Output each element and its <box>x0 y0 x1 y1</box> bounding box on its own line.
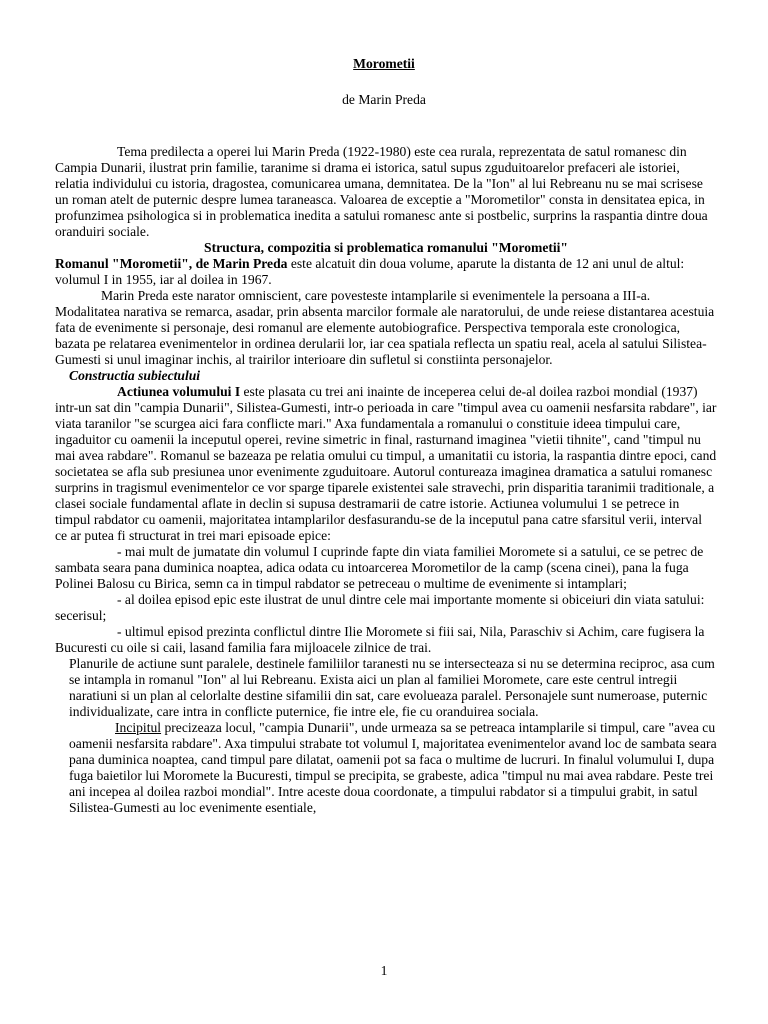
list-item-episode-2: - al doilea episod epic este ilustrat de unul dintre cele mai importante momente si obiceiuri din viata satului: secerisul; <box>55 592 705 623</box>
paragraph-plans: Planurile de actiune sunt paralele, destinele familiilor taranesti nu se intersecteaza si nu se determina reciproc, asa cum se intampla in romanul "Ion" al lui Rebreanu. Exista aici un plan al familiei Moromete, care este centrul intregii naratiuni si un plan al celorlalte destine sifamilii din sat, care evolueaza paralel. Personajele sunt numeroase, puternic individualizate, care intra in conflicte puternice, fie intre ele, fie cu oranduirea sociala. <box>69 656 715 719</box>
document-title: Morometii <box>353 56 415 71</box>
paragraph-volumes <box>55 256 717 288</box>
paragraph-incipit <box>55 720 717 816</box>
document-body <box>55 144 717 816</box>
paragraph-volume-one <box>55 384 717 544</box>
paragraph-intro: Tema predilecta a operei lui Marin Preda (1922-1980) este cea rurala, reprezentata de satul romanesc din Campia Dunarii, ilustrat prin familie, taranime si drama ei istorica, satul supus zguduitoarelor prefaceri ale istoriei, relatia individului cu istoria, dragostea, comunicarea umana, demnitatea. De la "Ion" al lui Rebreanu nu se mai scrisese un roman atelt de puternic despre lumea taraneasca. Valoarea de exceptie a "Morometilor" consta in densitatea epica, in profunzimea psihologica si in problematica inedita a satului romanesc ante si postbelic, surprins la raspantia dintre doua oranduiri sociale. <box>55 144 708 239</box>
section-heading-structure: Structura, compozitia si problematica romanului "Morometii" <box>204 240 568 255</box>
bold-lead: Romanul "Morometii", de Marin Preda <box>55 256 288 271</box>
underlined-term: Incipitul <box>115 720 162 735</box>
paragraph-narrator: Marin Preda este narator omniscient, care povesteste intamplarile si evenimentele la persoana a III-a. Modalitatea narativa se remarca, asadar, prin absenta marcilor formale ale naratorului, de unde reiese distantarea acestuia fata de evenimente si personaje, desi romanul are elemente autobiografice. Perspectiva temporala este cronologica, bazata pe relatarea evenimentelor in ordinea derularii lor, iar cea spatiala reflecta un spatiu real, acela al satului Silistea-Gumesti si unul imaginar inchis, al trairilor interioare din sufletul si constiinta personajelor. <box>55 288 715 367</box>
list-item-episode-3: - ultimul episod prezinta conflictul dintre Ilie Moromete si fiii sai, Nila, Paraschiv si Achim, care fugisera la Bucuresti cu oile si caii, lasand familia fara mijloacele zilnice de trai. <box>55 624 705 655</box>
list-item-episode-1: - mai mult de jumatate din volumul I cuprinde fapte din viata familiei Moromete si a satului, ce se petrec de sambata seara pana duminica noaptea, adica odata cu intoarcerea Morometilor de la camp (scena cinei), pana la fuga Polinei Balosu cu Birica, semn ca in timpul rabdator se petreceau o multime de evenimente si intamplari; <box>55 544 704 591</box>
paragraph-text: este plasata cu trei ani inainte de inceperea celui de-al doilea razboi mondial (1937) intr-un sat din "campia Dunarii", Silistea-Gumesti, intr-o perioada in care "timpul avea cu oamenii nesfarsita rabdare", iar viata taranilor "se scurgea aici fara conflicte mari." Axa fundamentala a romanului o constituie ideea timpului care, ingaduitor cu oamenii la inceputul operei, revine simetric in final, rasturnand imaginea "vietii tihnite", cand "timpul nu mai avea rabdare". Romanul se bazeaza pe relatia omului cu timpul, a umanitatii cu istoria, la raspantia dintre epoci, cand societatea se afla sub presiunea unor evenimente zguduitoare. Autorul contureaza imaginea dramatica a satului romanesc surprins in tragismul evenimentelor ce vor sparge tiparele existentei sale stravechi, prin disparitia taranimii traditionale, a clasei sociale fundamental aflate in declin si supusa destramarii de catre istorie. Actiunea volumului 1 se petrece in timpul rabdator cu oamenii, majoritatea intamplarilor desfasurandu-se de la inceputul pana catre sfarsitul verii, interval ce ar putea fi structurat in trei mari episoade epice: <box>55 384 717 543</box>
bold-lead: Actiunea volumului I <box>117 384 241 399</box>
section-heading-subject: Constructia subiectului <box>69 368 201 383</box>
document-author: de Marin Preda <box>342 92 426 107</box>
paragraph-text: precizeaza locul, "campia Dunarii", unde urmeaza sa se petreaca intamplarile si timpul, care "avea cu oamenii nesfarsita rabdare". Axa timpului strabate tot volumul I, majoritatea evenimentelor avand loc de sambata seara pana duminica noaptea, cand timpul pare dilatat, oamenii pot sa faca o multime de lucruri. In finalul volumului I, dupa fuga baietilor lui Moromete la Bucuresti, timpul se precipita, se grabeste, adica "timpul nu mai avea rabdare. Peste trei ani incepea al doilea razboi mondial". Intre aceste doua coordonate, a timpului rabdator si a timpului grabit, in satul Silistea-Gumesti au loc evenimente esentiale, <box>69 720 717 815</box>
paragraph-text: este alcatuit din doua volume, aparute la distanta de 12 ani unul de altul: volumul I in 1955, iar al doilea in 1967. <box>55 256 685 287</box>
page-number: 1 <box>380 963 388 978</box>
